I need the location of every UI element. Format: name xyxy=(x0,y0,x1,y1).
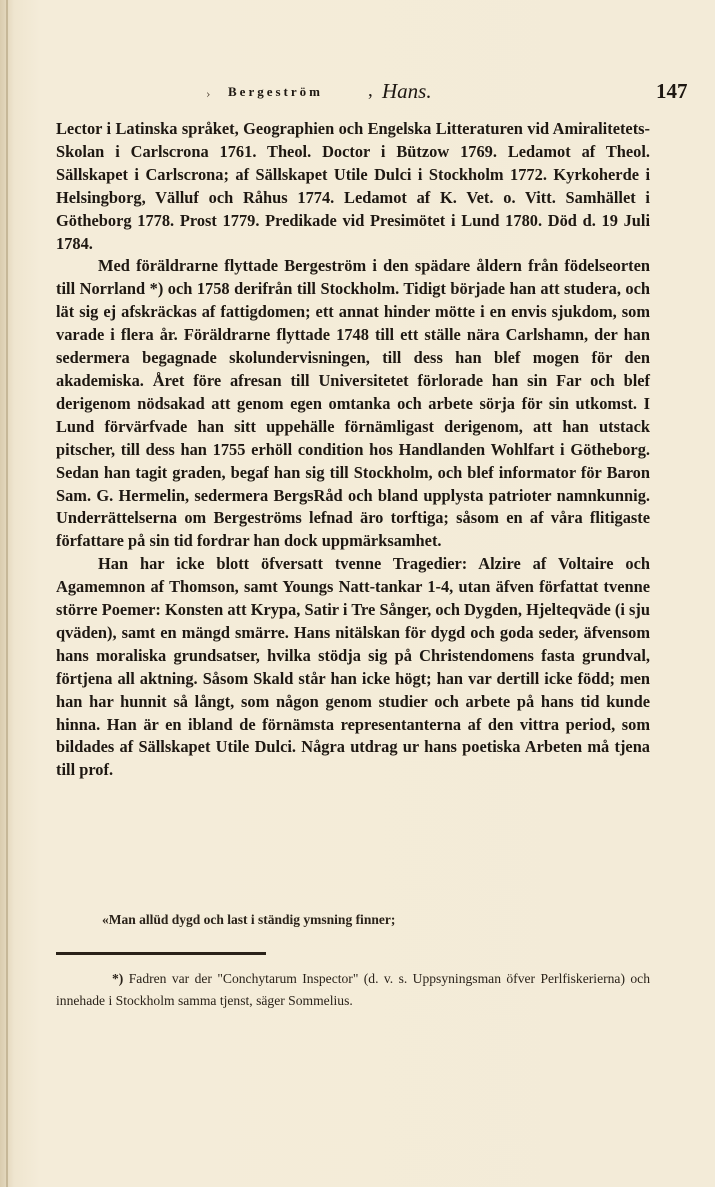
page-number: 147 xyxy=(656,79,688,103)
footnote-text: Fadren var der "Conchytarum Inspector" (d. v. s. Uppsyningsman öfver Perlfiskerierna) och innehade i Stockholm samma tjenst, säger Sommelius. xyxy=(56,971,650,1008)
paragraph-works: Han har icke blott öfversatt tvenne Tragedier: Alzire af Voltaire och Agamemnon af Thomson, samt Youngs Natt-tankar 1-4, utan äfven författat tvenne större Poemer: Konsten att Krypa, Satir i Tre Sånger, och Dygden, Hjelteqväde (i sju qväden), samt en mängd smärre. Hans nitälskan för dygd och goda seder, äfvensom hans moraliska grundsatser, hvilka stödja sig på Christendomens fasta grundval, förtjena all aktning. Såsom Skald står han icke högt; han var dertill icke född; men han har hunnit så långt, som någon genom studier och arbete på hans tid kunde hinna. Han är en ibland de förnämsta representanterna af den vittra period, som bildades af Sällskapet Utile Dulci. Några utdrag ur hans poetiska Arbeten må tjena till prof. xyxy=(56,554,650,780)
header-surname xyxy=(228,80,323,102)
running-header xyxy=(0,76,715,110)
footnote xyxy=(56,968,650,1011)
header-marker: › xyxy=(206,88,211,101)
paragraph-biography: Med föräldrarne flyttade Bergeström i den spädare åldern från födelseorten till Norrland *) och 1758 derifrån till Stockholm. Tidigt började han att studera, och lät sig ej afskräckas af fattigdomen; ett annat hinder mötte i en envis sjukdom, som varade i flera år. Föräldrarne flyttade 1748 till ett ställe nära Carlshamn, der han sedermera begagnade skolundervisningen, till dess han blef mogen för den akademiska. Året före afresan till Universitetet förlorade han sin Far och blef derigenom nödsakad att genom egen omtanka och arbete sörja för sin utkomst. I Lund förvärfvade han sitt uppehälle förnämligast derigenom, att han utstack pitscher, till dess han 1755 erhöll condition hos Handlanden Wohlfart i Götheborg. Sedan han tagit graden, begaf han sig till Stockholm, och blef informator för Baron Sam. G. Hermelin, sedermera BergsRåd och bland upplysta patrioter namnkunnig. Underrättelserna om Bergeströms lefnad äro torftiga; såsom en af våra flitigaste författare på sin tid fordrar han dock uppmärksamhet. xyxy=(56,256,650,551)
poem-quote: «Man allüd dygd och last i ständig ymsning finner; xyxy=(102,912,396,927)
page-gutter xyxy=(6,0,8,1187)
header-separator: , xyxy=(368,80,373,101)
paragraph-career: Lector i Latinska språket, Geographien och Engelska Litteraturen vid Amiralitetets-Skolan i Carlscrona 1761. Theol. Doctor i Bützow 1769. Ledamot af Theol. Sällskapet i Carlscrona; af Sällskapet Utile Dulci i Stockholm 1772. Kyrkoherde i Helsingborg, Välluf och Råhus 1774. Ledamot af K. Vet. o. Vitt. Samhället i Götheborg 1778. Prost 1779. Predikade vid Presimötet i Lund 1780. Död d. 19 Juli 1784. xyxy=(56,119,650,253)
main-text xyxy=(56,118,650,782)
header-surname-text: Bergeström xyxy=(228,84,323,99)
footnote-mark: *) xyxy=(112,971,124,986)
header-given-name: Hans. xyxy=(382,79,432,103)
footnote-rule xyxy=(56,952,266,955)
